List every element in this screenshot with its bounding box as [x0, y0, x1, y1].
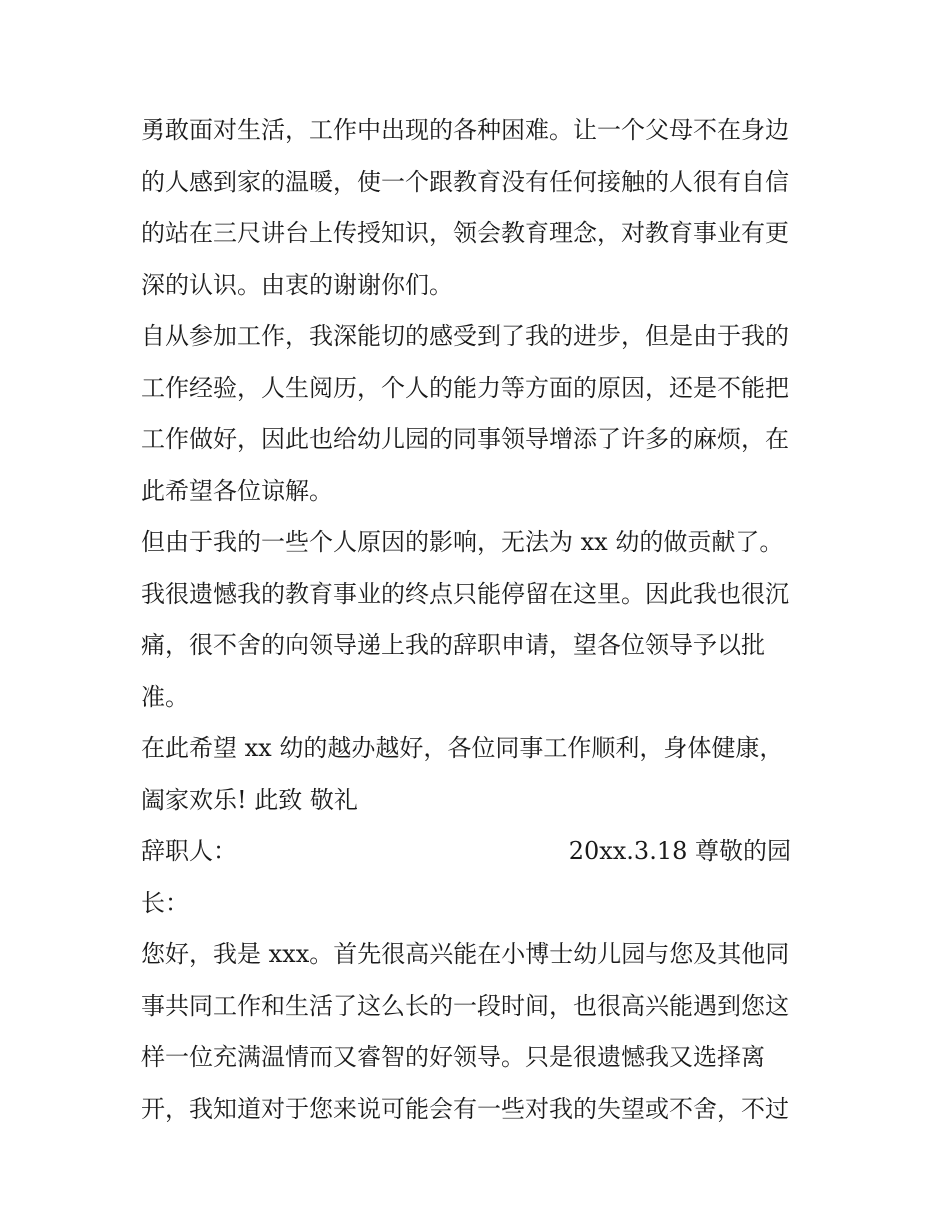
text-line: 的站在三尺讲台上传授知识，领会教育理念，对教育事业有更	[141, 219, 789, 247]
text-line: 准。	[141, 682, 189, 711]
text-line: 开，我知道对于您来说可能会有一些对我的失望或不舍，不过	[141, 1094, 789, 1123]
text-line: 我很遗憾我的教育事业的终点只能停留在这里。因此我也很沉	[141, 579, 789, 608]
text-line: 长：	[141, 888, 189, 917]
text-line: 深的认识。由衷的谢谢你们。	[141, 270, 453, 299]
text-line: 痛，很不舍的向领导递上我的辞职申请，望各位领导予以批	[141, 631, 765, 659]
text-line: 但由于我的一些个人原因的影响，无法为 xx 幼的做贡献了。	[141, 528, 784, 556]
signature-label: 辞职人：	[141, 837, 237, 865]
text-line: 工作做好，因此也给幼儿园的同事领导增添了许多的麻烦，在	[141, 425, 789, 453]
text-line: 此希望各位谅解。	[141, 476, 333, 505]
document-body	[141, 105, 821, 1135]
text-line: 勇敢面对生活，工作中出现的各种困难。让一个父母不在身边	[141, 116, 789, 144]
text-line: 自从参加工作，我深能切的感受到了我的进步，但是由于我的	[141, 322, 789, 350]
signature-line	[141, 826, 791, 878]
text-line: 阖家欢乐! 此致 敬礼	[141, 785, 358, 814]
signature-date: 20xx.3.18 尊敬的园	[568, 837, 791, 865]
text-line: 的人感到家的温暖，使一个跟教育没有任何接触的人很有自信	[141, 167, 789, 196]
text-line: 工作经验，人生阅历，个人的能力等方面的原因，还是不能把	[141, 373, 789, 402]
text-line: 在此希望 xx 幼的越办越好，各位同事工作顺利，身体健康，	[141, 734, 784, 762]
text-line: 事共同工作和生活了这么长的一段时间，也很高兴能遇到您这	[141, 991, 789, 1020]
text-line: 您好，我是 xxx。首先很高兴能在小博士幼儿园与您及其他同	[141, 940, 790, 968]
text-line: 样一位充满温情而又睿智的好领导。只是很遗憾我又选择离	[141, 1043, 765, 1071]
